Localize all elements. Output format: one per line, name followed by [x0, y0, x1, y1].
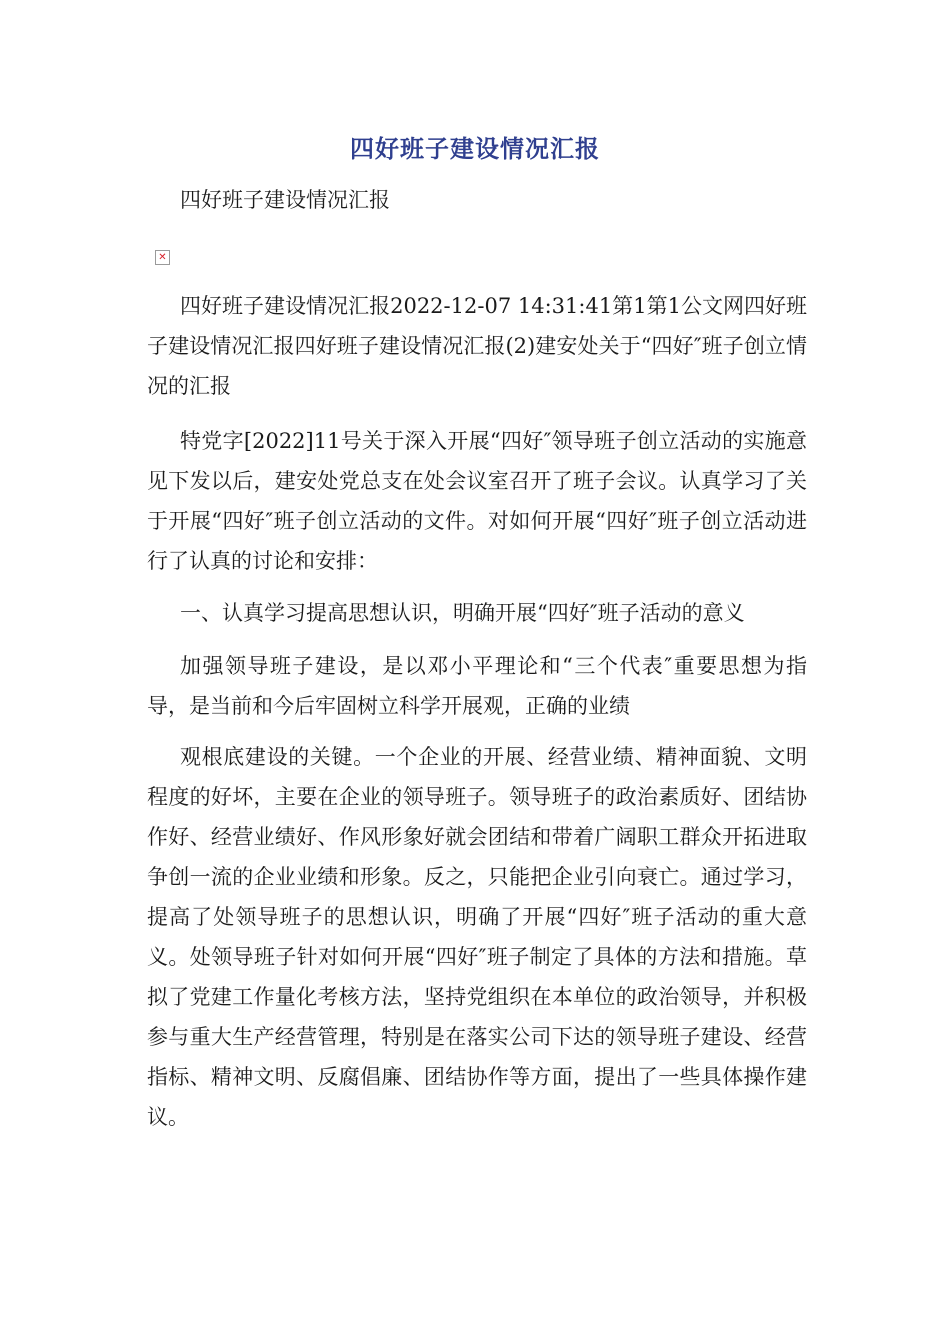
document-subtitle: 四好班子建设情况汇报 — [180, 188, 390, 212]
document-title: 四好班子建设情况汇报 — [350, 134, 600, 163]
paragraph-leadership: 加强领导班子建设，是以邓小平理论和“三个代表″重要思想为指导，是当前和今后牢固树立科学开展观，正确的业绩 — [147, 654, 807, 718]
paragraph-intro: 四好班子建设情况汇报2022-12-07 14:31:41第1第1公文网四好班子建设情况汇报四好班子建设情况汇报(2)建安处关于“四好″班子创立情况的汇报 — [147, 294, 807, 398]
close-x-icon: ✕ — [158, 251, 167, 263]
paragraph-details: 观根底建设的关键。一个企业的开展、经营业绩、精神面貌、文明程度的好坏，主要在企业的领导班子。领导班子的政治素质好、团结协作好、经营业绩好、作风形象好就会团结和带着广阔职工群众开拓进取争创一流的企业业绩和形象。反之，只能把企业引向衰亡。通过学习，提高了处领导班子的思想认识，明确了开展“四好″班子活动的重大意义。处领导班子针对如何开展“四好″班子制定了具体的方法和措施。草拟了党建工作量化考核方法，坚持党组织在本单位的政治领导，并积极参与重大生产经营管理，特别是在落实公司下达的领导班子建设、经营指标、精神文明、反腐倡廉、团结协作等方面，提出了一些具体操作建议。 — [147, 745, 807, 1129]
broken-image-icon — [155, 250, 170, 265]
paragraph-notice: 特党字[2022]11号关于深入开展“四好″领导班子创立活动的实施意见下发以后，建安处党总支在处会议室召开了班子会议。认真学习了关于开展“四好″班子创立活动的文件。对如何开展“四好″班子创立活动进行了认真的讨论和安排： — [147, 429, 807, 573]
section-heading-1: 一、认真学习提高思想认识，明确开展“四好″班子活动的意义 — [180, 601, 745, 625]
